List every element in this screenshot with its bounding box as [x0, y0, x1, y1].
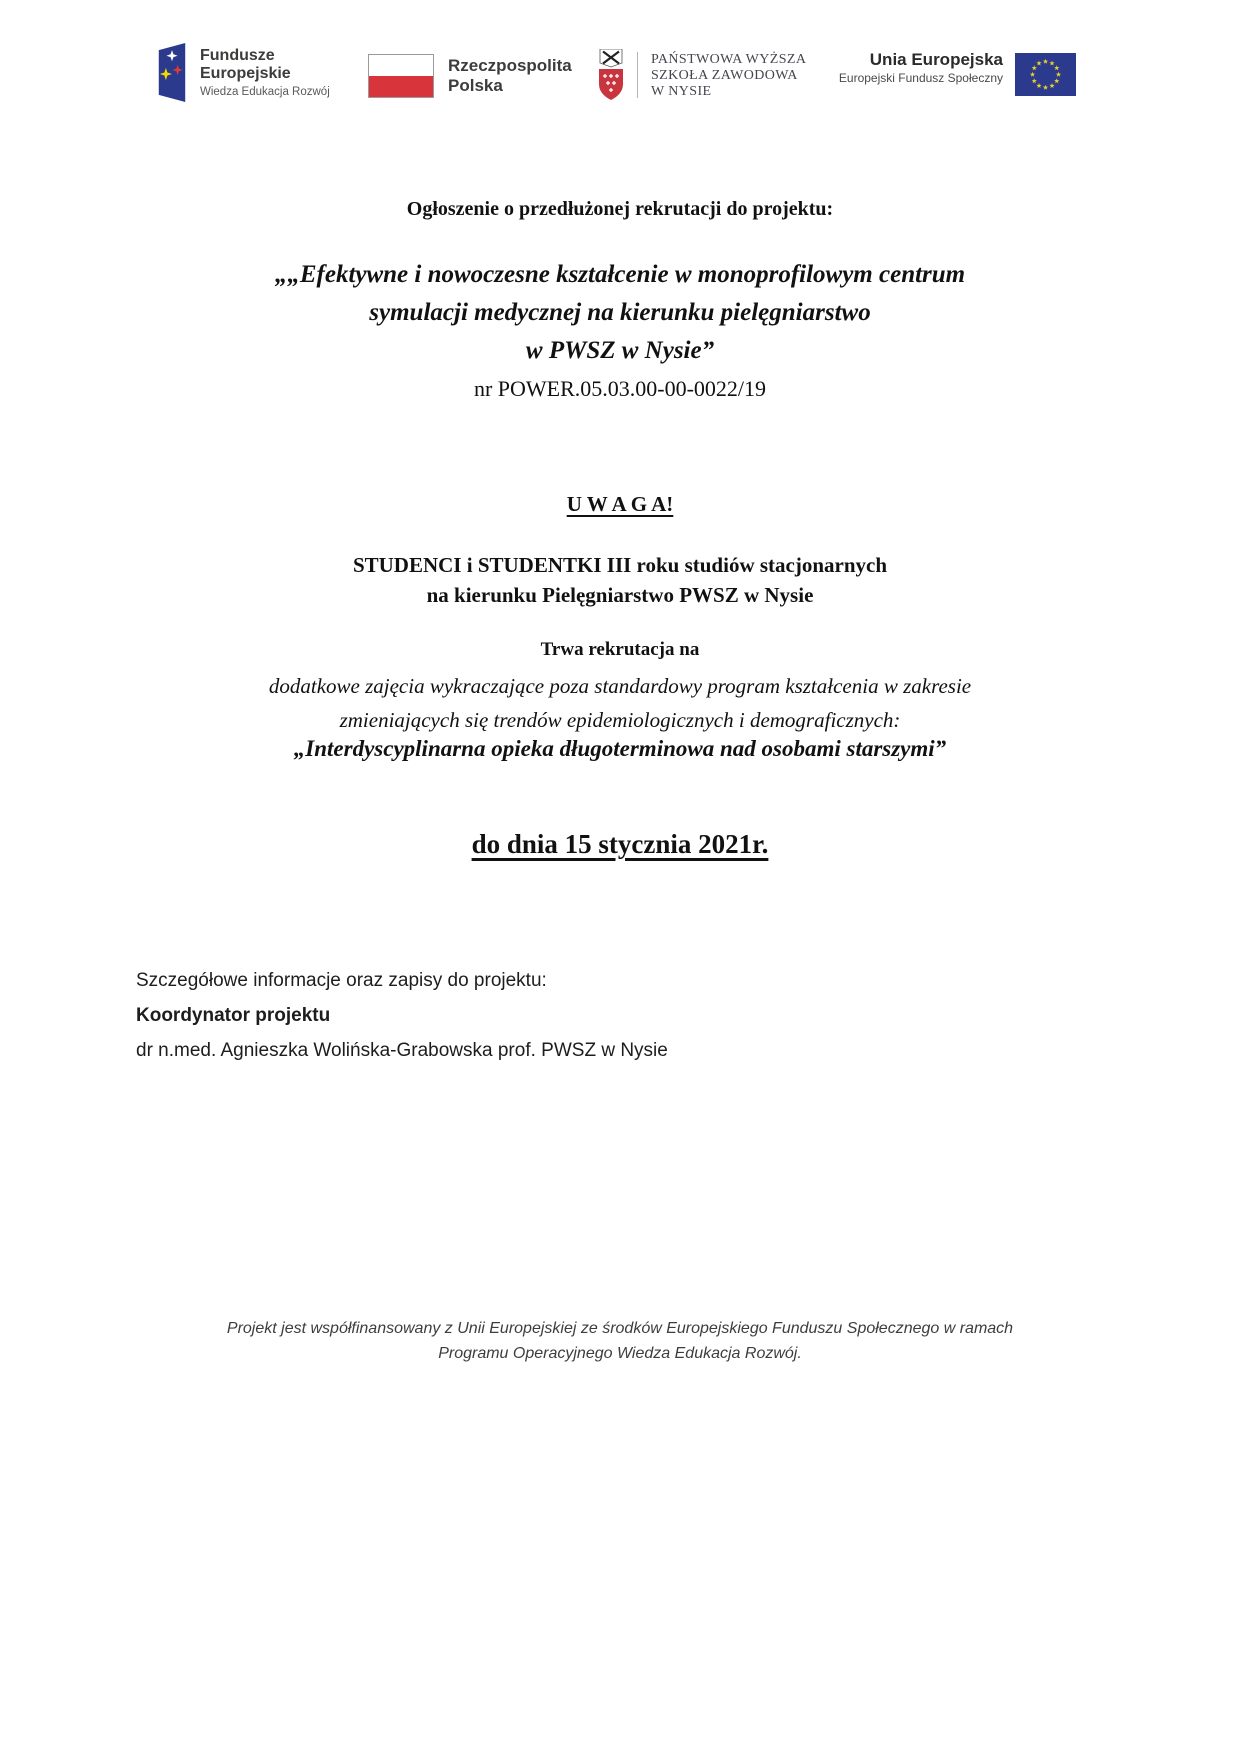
pwsz-line2: SZKOŁA ZAWODOWA — [651, 68, 798, 83]
project-title — [0, 256, 1240, 370]
pwsz-line1: PAŃSTWOWA WYŻSZA — [651, 52, 807, 67]
cofinancing-footer — [0, 1316, 1240, 1366]
pwsz-line3: W NYSIE — [651, 84, 712, 99]
project-title-line3: w PWSZ w Nysie” — [525, 337, 715, 364]
recruitment-line2: zmieniających się trendów epidemiologicznych i demograficznych: — [339, 708, 901, 732]
unia-europejska-logo-text — [770, 50, 1003, 85]
course-title: „Interdyscyplinarna opieka długoterminowa nad osobami starszymi” — [293, 736, 947, 761]
rzeczpospolita-polska-logo-text — [448, 56, 572, 96]
fundusze-subtitle: Wiedza Edukacja Rozwój — [200, 86, 330, 98]
footer-line1: Projekt jest współfinansowany z Unii Europejskiej ze środków Europejskiego Funduszu Społecznego w ramach — [226, 1320, 1014, 1337]
pwsz-crest-icon — [597, 49, 625, 101]
project-title-line2: symulacji medycznej na kierunku pielęgniarstwo — [369, 299, 871, 326]
polska-line1: Rzeczpospolita — [448, 56, 572, 75]
unia-title: Unia Europejska — [869, 50, 1003, 69]
eu-flag-icon — [1015, 53, 1076, 96]
announcement-intro: Ogłoszenie o przedłużonej rekrutacji do projektu: — [406, 198, 834, 220]
footer-line2: Programu Operacyjnego Wiedza Edukacja Rozwój. — [438, 1345, 802, 1362]
contact-block — [136, 963, 668, 1068]
recruitment-lead: Trwa rekrutacja na — [540, 639, 700, 660]
deadline-text: do dnia 15 stycznia 2021r. — [471, 829, 769, 859]
audience-text — [0, 550, 1240, 610]
contact-info-line: Szczegółowe informacje oraz zapisy do projektu: — [136, 970, 547, 991]
fundusze-title-line1: Fundusze — [200, 47, 275, 64]
recruitment-description — [0, 669, 1240, 737]
unia-subtitle: Europejski Fundusz Społeczny — [838, 71, 1003, 85]
contact-person: dr n.med. Agnieszka Wolińska-Grabowska prof. PWSZ w Nysie — [136, 1040, 668, 1061]
polska-line2: Polska — [448, 76, 503, 95]
audience-line1: STUDENCI i STUDENTKI III roku studiów stacjonarnych — [352, 553, 888, 577]
contact-role: Koordynator projektu — [136, 1005, 331, 1026]
attention-heading: U W A G A! — [566, 492, 674, 516]
recruitment-line1: dodatkowe zajęcia wykraczające poza standardowy program kształcenia w zakresie — [268, 674, 972, 698]
poland-flag-icon — [368, 54, 434, 98]
project-number: nr POWER.05.03.00-00-0022/19 — [473, 376, 767, 401]
audience-line2: na kierunku Pielęgniarstwo PWSZ w Nysie — [426, 583, 814, 607]
project-title-line1: „„Efektywne i nowoczesne kształcenie w monoprofilowym centrum — [274, 261, 966, 288]
fundusze-europejskie-logo-text — [200, 47, 330, 98]
fundusze-title-line2: Europejskie — [200, 65, 291, 82]
logo-divider — [637, 52, 638, 98]
fundusze-europejskie-flag-icon — [158, 43, 186, 102]
